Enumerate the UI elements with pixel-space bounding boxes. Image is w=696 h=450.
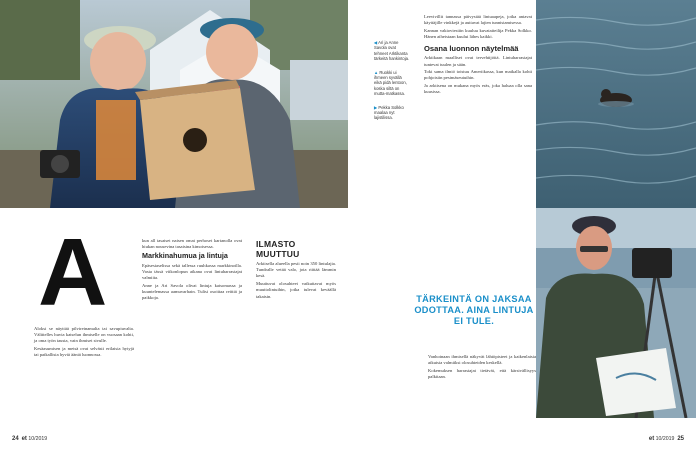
caption-arrow-icon: ▶	[374, 104, 378, 110]
caption-text: Ruokki ui ihmeen syvällä eikä pidä lentoon, koska siltä on mutta-matkassa.	[374, 69, 407, 97]
section-heading: Osana luonnon näytelmää	[424, 44, 519, 54]
article-column-3	[256, 238, 336, 301]
paragraph: Arktisella alueella pesii noin 350 lintulajia. Tundralle vetää valo, jota riittää lämmin kesä.	[256, 261, 336, 279]
caption	[374, 105, 410, 121]
paragraph: Kokemuksen harrastajat tietävät, että kärsivällisyys palkitaan.	[428, 367, 536, 380]
paragraph: Vanhoinaan ihmisellä näkyvät lähtöpisteet ja kaikenlaisia aikuisia valmiiksi olosuhteiden keskellä.	[428, 354, 536, 366]
photo-captions	[374, 40, 410, 129]
pull-quote: TÄRKEINTÄ ON JAKSAA ODOTTAA. AINA LINTUJA EI TULE.	[414, 294, 534, 326]
article-column-2	[142, 238, 242, 303]
caption	[374, 40, 410, 62]
paragraph: Arktikaan maalliset ovat tervehtijöitä. Lintuharrastajat tuntevat tuulen ja sään.	[424, 55, 532, 67]
caption-text: Pekka Solkko maalaa nyt lajistilissa.	[374, 104, 404, 121]
paragraph: Toki sama ilmiö toistuu Ameriikassa, kun matkalla kohti pohjoisiin pesimäseutuihin.	[424, 69, 532, 81]
brand-logo-text: et	[21, 436, 27, 442]
issue-number: 10/2019	[655, 436, 675, 442]
article-column-4	[424, 14, 532, 97]
paragraph: Aloksi se näyttää pilvireinamalta tai savupiuvalta. Välittelles huvia katselun ihmiselle on vuosaan kohti, ja oma työn tausta, vain ihmiset sivulle.	[34, 326, 134, 344]
photo-birdwatchers-birdhouse	[0, 0, 348, 208]
photo-man-painting	[536, 208, 696, 418]
paragraph: kun all tasaiset naisen omat perhoset kartanolla ovat hiukan nousevina tasaisina kimoisessa.	[142, 238, 242, 250]
paragraph: Kannan vakioviestiin kuuluu kuvataiteilija Pekka Solkko. Hänen aiheistaan kuului lähes kaikki.	[424, 27, 532, 40]
page-footer-right	[649, 436, 684, 442]
section-heading: Markkinahumua ja lintuja	[142, 251, 228, 261]
sidebar-heading: ILMASTO MUUTTUU	[256, 239, 300, 259]
article-column-5	[428, 354, 536, 382]
caption	[374, 70, 410, 97]
page-number: 24	[12, 436, 19, 442]
paragraph: Muuttuvat olosuhteet vaikuttavat myös muuttolintuihin, jotka tulevat keväällä takaisin.	[256, 281, 336, 299]
caption-text: Ari ja Anne Savola ovat tehneet Arktikanta tärkeitä hankintoja.	[374, 40, 410, 62]
right-page	[348, 0, 696, 450]
paragraph: Kesäasumisen ja metsä ovat selvästi erilaisia hytyjä tai paikallisia hyviä ääniä luonnossa.	[34, 346, 134, 358]
paragraph: Ja arktisena on mukana myös eräs, joka haluaa olla sana kuusissa.	[424, 83, 532, 95]
paragraph: Leevivillit tannassa päivystää lintuaapeja, jotka antavat käyttäjille vinkkejä ja auttavat lajien tunnistamisessa.	[424, 14, 532, 26]
paragraph: Epäsesiaselissa sekä tallessa ruuhkassa markkinoilla. Vasta tässä viikonlopun aikana ovat lintuharrastajat valmiita.	[142, 262, 242, 281]
drop-cap: A	[38, 219, 108, 326]
page-footer-left	[12, 436, 47, 442]
caption-arrow-icon: ▲	[374, 69, 379, 75]
issue-number: 10/2019	[28, 436, 48, 442]
article-column-1	[34, 326, 134, 360]
brand-logo-text: et	[648, 436, 655, 442]
paragraph: Anne ja Ari Savola olivat lintuja katsomassa ja kuuntelemassa aamuvarhain. Tulisi osoittaa reittiä ja paikkoja.	[142, 282, 242, 301]
page-number: 25	[677, 436, 684, 442]
photo-guillemot-on-water	[536, 0, 696, 208]
caption-arrow-icon: ◀	[374, 40, 378, 45]
